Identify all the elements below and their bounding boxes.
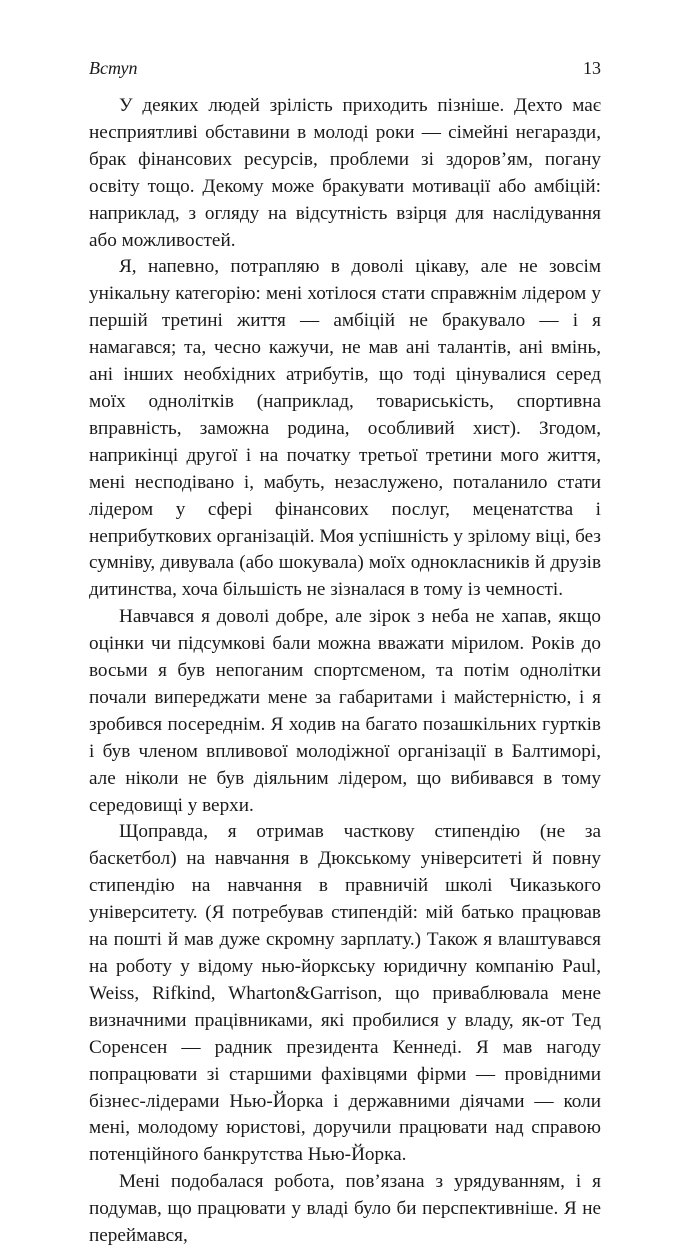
paragraph: У деяких людей зрілість приходить пізніше. Дехто має несприятливі обставини в молоді роки — сімейні негаразди, брак фінансових ресурсів, проблеми зі здоров’ям, погану освіту тощо. Декому може бракувати мотивації або амбіцій: наприклад, з огляду на відсутність взірця для наслідування або можливостей. [89, 95, 601, 251]
page-number: 13 [583, 58, 601, 78]
paragraph: Щоправда, я отримав часткову стипендію (не за баскетбол) на навчання в Дюкському університеті й повну стипендію на навчання в правничій школі Чиказького університету. (Я потребував стипендій: мій батько працював на пошті й мав дуже скромну зарплату.) Також я влаштувався на роботу у відому нью-йоркську юридичну компанію Paul, Weiss, Rifkind, Wharton&Garrison, що приваблювала мене визначними працівниками, які пробилися у владу, як-от Тед Соренсен — радник президента Кеннеді. Я мав нагоду попрацювати зі старшими фахівцями фірми — провідними бізнес-лідерами Нью-Йорка і державними діячами — коли мені, молодому юристові, доручили працювати над справою потенційного банкрутства Нью-Йорка. [89, 821, 601, 1166]
body-text [89, 93, 601, 1250]
paragraph: Мені подобалася робота, пов’язана з урядуванням, і я подумав, що працювати у владі було би перспективніше. Я не переймався, [89, 1171, 601, 1247]
paragraph: Я, напевно, потрапляю в доволі цікаву, але не зовсім унікальну категорію: мені хотілося стати справжнім лідером у першій третині життя — амбіцій не бракувало — і я намагався; та, чесно кажучи, не мав ані талантів, ані вмінь, ані інших необхідних атрибутів, що тоді цінувалися серед моїх однолітків (наприклад, товариськість, спортивна вправність, заможна родина, особливий хист). Згодом, наприкінці другої і на початку третьої третини мого життя, мені несподівано і, мабуть, незаслужено, поталанило стати лідером у сфері фінансових послуг, меценатства і неприбуткових організацій. Моя успішність у зрілому віці, без сумніву, дивувала (або шокувала) моїх однокласників й друзів дитинства, хоча більшість не зізналася в тому із чемності. [89, 256, 601, 601]
running-head [89, 58, 601, 79]
section-title: Вступ [89, 58, 138, 78]
paragraph: Навчався я доволі добре, але зірок з неба не хапав, якщо оцінки чи підсумкові бали можна вважати мірилом. Років до восьми я був непоганим спортсменом, та потім однолітки почали випереджати мене за габаритами і майстерністю, і я зробився посереднім. Я ходив на багато позашкільних гуртків і був членом впливової молодіжної організації в Балтиморі, але ніколи не був діяльним лідером, що вибивався в тому середовищі у верхи. [89, 606, 601, 816]
